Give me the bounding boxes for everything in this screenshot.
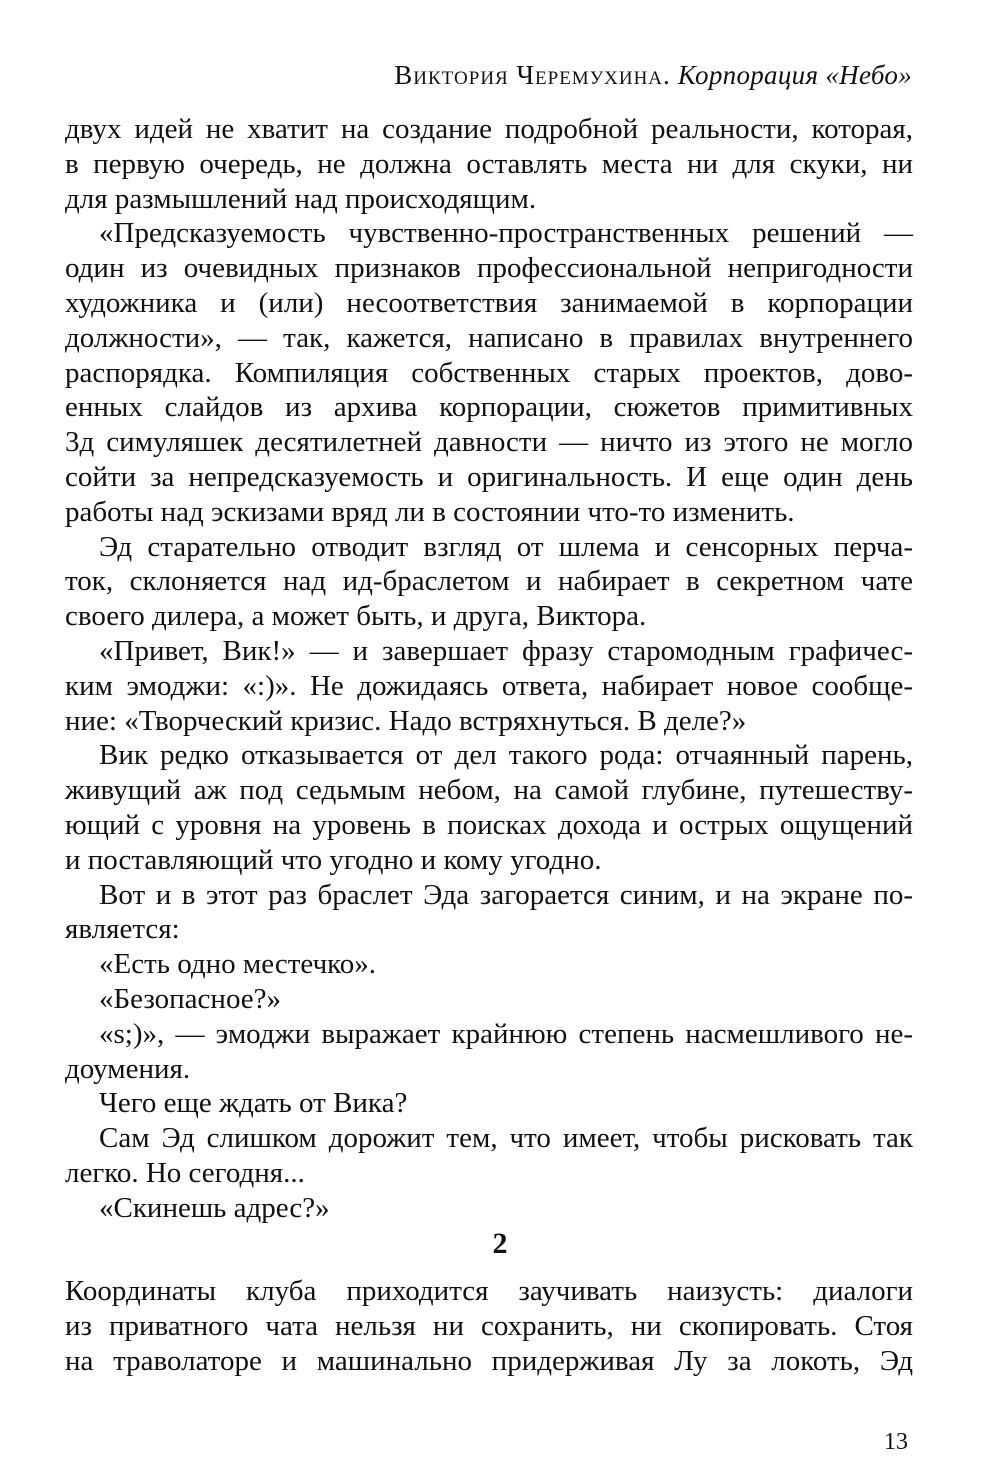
paragraph [65,112,913,216]
paragraph [65,1017,913,1087]
text-line: ние: «Творческий кризис. Надо встряхнуться. В деле?» [65,704,747,737]
text-line: Сам Эд слишком дорожит тем, что имеет, чтобы рисковать так [99,1122,913,1155]
paragraph [65,982,913,1017]
text-line: «Есть одно местечко». [99,948,377,981]
paragraph [65,1121,913,1191]
text-line: Чего еще ждать от Вика? [99,1087,408,1120]
text-line: енных слайдов из архива корпорации, сюжетов примитивных [65,391,913,424]
section-number: 2 [492,1227,508,1260]
paragraph [65,878,913,948]
page-number: 13 [884,1429,908,1455]
text-line: ток, склоняется над ид-браслетом и набирает в секретном чате [65,565,913,598]
text-line: легко. Но сегодня... [65,1156,305,1189]
text-line: Эд старательно отводит взгляд от шлема и сенсорных перча- [99,530,913,563]
text-line: «s;)», — эмоджи выражает крайнюю степень насмешливого не- [99,1017,913,1050]
running-head [394,58,912,92]
text-line: должности», — так, кажется, написано в правилах внутреннего [65,321,913,354]
text-line: и поставляющий что угодно и кому угодно. [65,843,602,876]
running-head-author: Виктория Черемухина. [394,60,671,90]
text-line: из приватного чата нельзя ни сохранить, ни скопировать. Стоя [65,1309,913,1342]
text-line: сойти за непредсказуемость и оригинальность. И еще один день [65,460,913,493]
text-line: 3д симуляшек десятилетней давности — ничто из этого не могло [65,426,913,459]
text-line: доумения. [65,1052,191,1085]
body-text [65,112,913,1226]
text-line: «Скинешь адрес?» [99,1191,330,1224]
text-line: художника и (или) несоответствия занимаемой в корпорации [65,286,913,319]
text-line: своего дилера, а может быть, и друга, Виктора. [65,600,647,633]
text-line: живущий аж под седьмым небом, на самой глубине, путешеству- [65,774,913,807]
text-line: работы над эскизами вряд ли в состоянии что-то изменить. [65,495,795,528]
text-line: распорядка. Компиляция собственных старых проектов, дово- [65,356,913,389]
text-line: Вик редко отказывается от дел такого рода: отчаянный парень, [99,739,913,772]
text-line: «Предсказуемость чувственно-пространственных решений — [99,217,913,250]
paragraph [65,216,913,529]
text-line: «Привет, Вик!» — и завершает фразу старомодным графичес- [99,634,913,667]
paragraph [65,738,913,877]
paragraph [65,1086,913,1121]
text-line: Координаты клуба приходится заучивать наизусть: диалоги [65,1275,913,1307]
paragraph [65,947,913,982]
section-body-text [65,1274,913,1378]
text-line: двух идей не хватит на создание подробной реальности, которая, [65,113,913,145]
text-line: один из очевидных признаков профессиональной непригодности [65,252,913,285]
text-line: ким эмоджи: «:)». Не дожидаясь ответа, набирает новое сообще- [65,669,913,702]
text-line: «Безопасное?» [99,982,282,1015]
paragraph [65,634,913,738]
text-line: ющий с уровня на уровень в поисках дохода и острых ощущений [65,808,913,841]
text-line: на траволаторе и машинально придерживая Лу за локоть, Эд [65,1344,913,1377]
text-line: для размышлений над происходящим. [65,182,537,215]
paragraph [65,530,913,634]
text-line: в первую очередь, не должна оставлять места ни для скуки, ни [65,147,913,180]
running-head-book-title: Корпорация «Небо» [677,60,912,90]
paragraph [65,1274,913,1378]
paragraph [65,1191,913,1226]
text-line: Вот и в этот раз браслет Эда загорается синим, и на экране по- [99,878,913,911]
text-line: является: [65,913,180,946]
